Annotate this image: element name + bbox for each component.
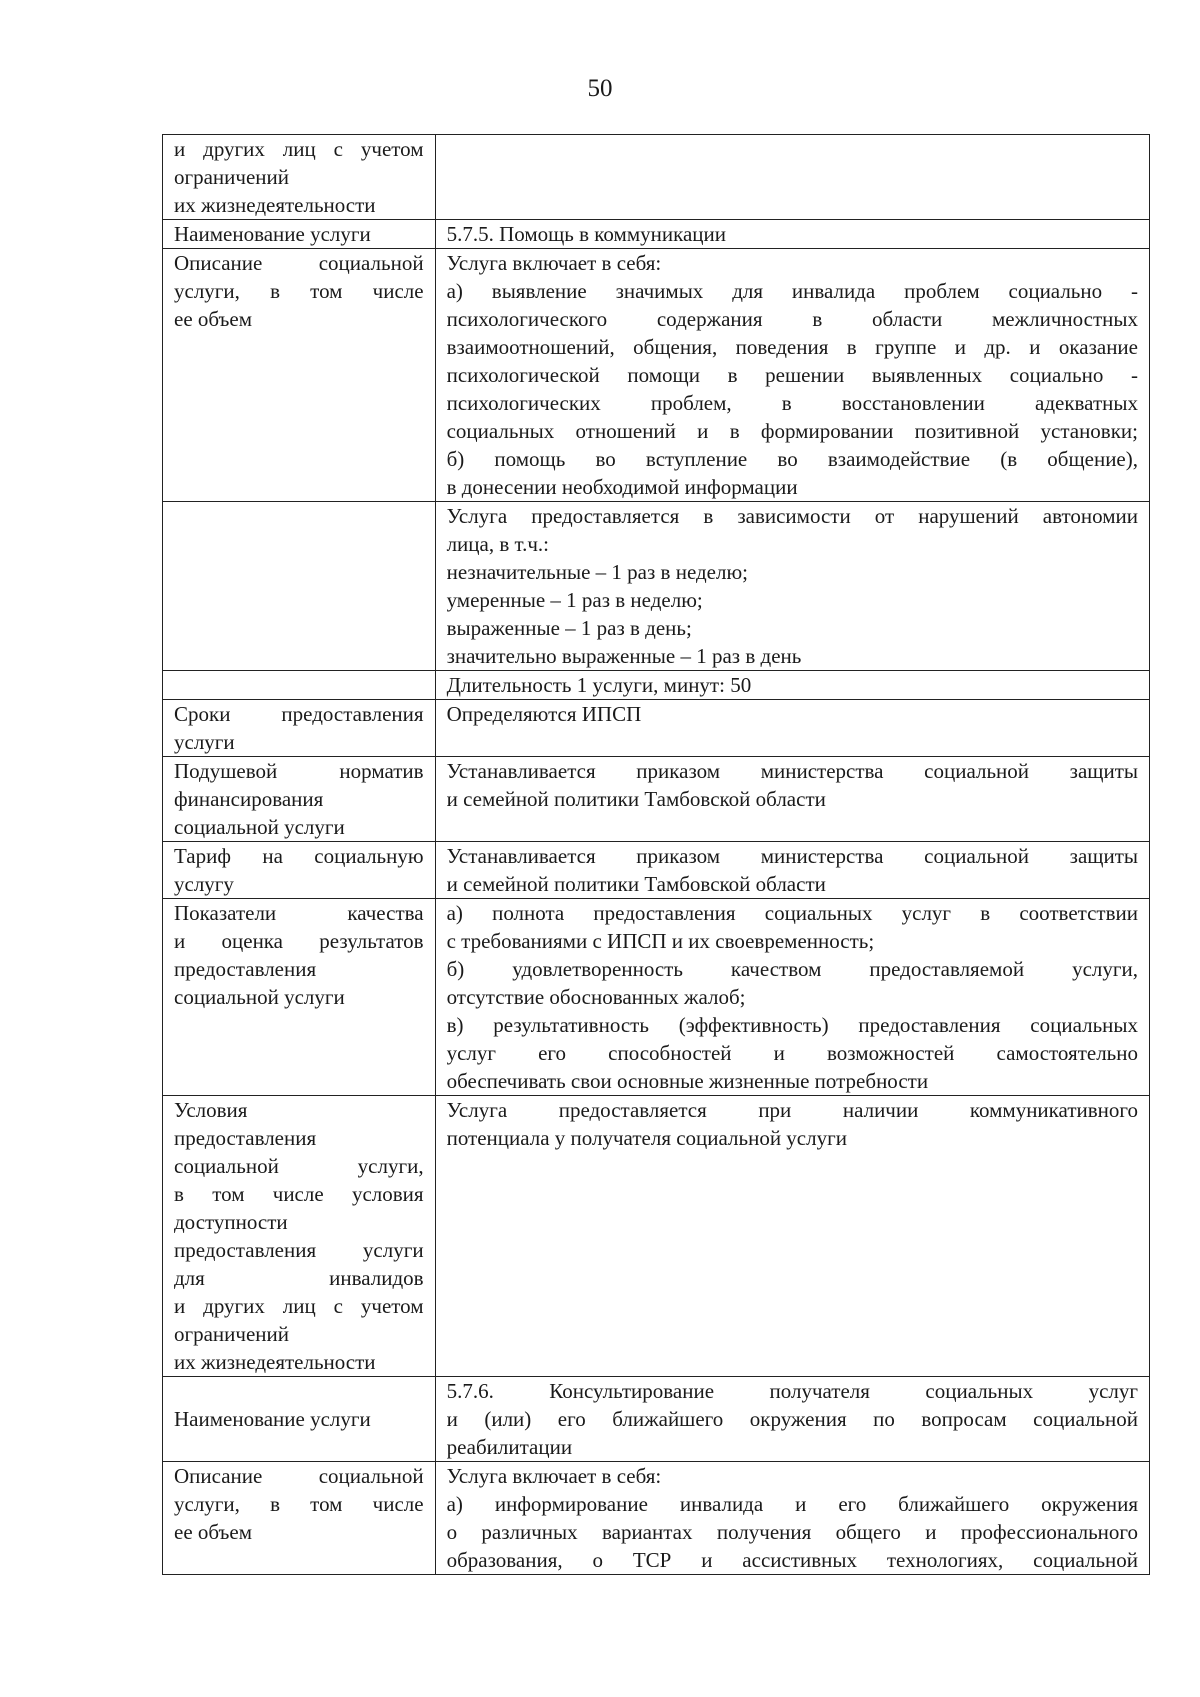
text-line: незначительные – 1 раз в неделю; bbox=[446, 560, 749, 584]
text-line: ограничений bbox=[174, 1322, 290, 1346]
text-line: социальной услуги bbox=[174, 815, 345, 839]
text-line: для инвалидов bbox=[174, 1266, 424, 1290]
text-line: в донесении необходимой информации bbox=[446, 475, 798, 499]
row-value-cell bbox=[435, 220, 1149, 249]
text-line: Услуга предоставляется при наличии коммуникативного bbox=[446, 1098, 1138, 1122]
table-row bbox=[163, 899, 1150, 1096]
text-line: социальной услуги, bbox=[174, 1154, 424, 1178]
table-row bbox=[163, 135, 1150, 220]
service-title: и (или) его ближайшего окружения по вопросам социальной bbox=[446, 1407, 1138, 1431]
text-line: ее объем bbox=[174, 307, 253, 331]
text-line: Описание социальной bbox=[174, 1464, 424, 1488]
text-line: предоставления bbox=[174, 1126, 317, 1150]
row-value-cell bbox=[435, 502, 1149, 671]
row-value-cell bbox=[435, 1462, 1149, 1575]
text-line: и оценка результатов bbox=[174, 929, 424, 953]
text-line: предоставления услуги bbox=[174, 1238, 424, 1262]
row-label-cell bbox=[163, 220, 436, 249]
row-label-cell bbox=[163, 899, 436, 1096]
table-row bbox=[163, 842, 1150, 899]
text-line: отсутствие обоснованных жалоб; bbox=[446, 985, 746, 1009]
page-number: 50 bbox=[587, 75, 613, 102]
text-line: образования, о ТСР и ассистивных технологиях, социальной bbox=[446, 1548, 1138, 1572]
table-row bbox=[163, 1462, 1150, 1575]
text-line: умеренные – 1 раз в неделю; bbox=[446, 588, 703, 612]
table-row bbox=[163, 1096, 1150, 1377]
text-line: доступности bbox=[174, 1210, 288, 1234]
text-line: Сроки предоставления bbox=[174, 702, 424, 726]
text-line: услугу bbox=[174, 872, 234, 896]
text-line: Определяются ИПСП bbox=[446, 702, 642, 726]
text-line: психологических проблем, в восстановлении адекватных bbox=[446, 391, 1138, 415]
row-label-cell bbox=[163, 249, 436, 502]
text-line: б) удовлетворенность качеством предоставляемой услуги, bbox=[446, 957, 1138, 981]
row-value-cell bbox=[435, 1377, 1149, 1462]
text-line: Устанавливается приказом министерства социальной защиты bbox=[446, 759, 1138, 783]
text-line: услуги, в том числе bbox=[174, 1492, 424, 1516]
text-line: значительно выраженные – 1 раз в день bbox=[446, 644, 802, 668]
text-line: а) полнота предоставления социальных услуг в соответствии bbox=[446, 901, 1138, 925]
row-value-cell bbox=[435, 135, 1149, 220]
row-label-cell bbox=[163, 757, 436, 842]
table-row bbox=[163, 757, 1150, 842]
text-line: а) выявление значимых для инвалида проблем социально - bbox=[446, 279, 1138, 303]
text-line: о различных вариантах получения общего и профессионального bbox=[446, 1520, 1138, 1544]
row-value-cell bbox=[435, 899, 1149, 1096]
row-value-cell bbox=[435, 1096, 1149, 1377]
text-line: Описание социальной bbox=[174, 251, 424, 275]
text-line: финансирования bbox=[174, 787, 324, 811]
text-line: обеспечивать свои основные жизненные потребности bbox=[446, 1069, 929, 1093]
table-row bbox=[163, 249, 1150, 502]
text-line: Устанавливается приказом министерства социальной защиты bbox=[446, 844, 1138, 868]
service-title: реабилитации bbox=[446, 1435, 573, 1459]
text-line: и других лиц с учетом bbox=[174, 137, 424, 161]
row-label-cell bbox=[163, 842, 436, 899]
service-title: 5.7.6. Консультирование получателя социальных услуг bbox=[446, 1379, 1138, 1403]
text-line: Подушевой норматив bbox=[174, 759, 424, 783]
text-line: их жизнедеятельности bbox=[174, 1350, 376, 1374]
row-label-cell bbox=[163, 671, 436, 700]
text-line: и семейной политики Тамбовской области bbox=[446, 872, 826, 896]
text-line: предоставления bbox=[174, 957, 317, 981]
text-line: ее объем bbox=[174, 1520, 253, 1544]
text-line: психологической помощи в решении выявленных социально - bbox=[446, 363, 1138, 387]
text-line: услуги bbox=[174, 730, 235, 754]
services-table bbox=[162, 134, 1150, 1575]
row-value-cell bbox=[435, 249, 1149, 502]
table-row bbox=[163, 502, 1150, 671]
table-row bbox=[163, 700, 1150, 757]
text-line: социальных отношений и в формировании позитивной установки; bbox=[446, 419, 1138, 443]
text-line: и семейной политики Тамбовской области bbox=[446, 787, 826, 811]
row-label-cell bbox=[163, 1462, 436, 1575]
text-line: взаимоотношений, общения, поведения в группе и др. и оказание bbox=[446, 335, 1138, 359]
row-value-cell bbox=[435, 700, 1149, 757]
text-line: услуг его способностей и возможностей самостоятельно bbox=[446, 1041, 1138, 1065]
text-line: психологического содержания в области межличностных bbox=[446, 307, 1138, 331]
text-line: ограничений bbox=[174, 165, 290, 189]
row-label-cell bbox=[163, 502, 436, 671]
row-value-cell bbox=[435, 757, 1149, 842]
service-title: 5.7.5. Помощь в коммуникации bbox=[446, 222, 727, 246]
text-line: Наименование услуги bbox=[174, 222, 371, 246]
table-row bbox=[163, 220, 1150, 249]
row-value-cell bbox=[435, 842, 1149, 899]
row-label-cell bbox=[163, 1096, 436, 1377]
text-line: Наименование услуги bbox=[174, 1407, 371, 1431]
text-line: б) помощь во вступление во взаимодействие (в общение), bbox=[446, 447, 1138, 471]
text-line: Условия bbox=[174, 1098, 248, 1122]
row-value-cell bbox=[435, 671, 1149, 700]
text-line: в том числе условия bbox=[174, 1182, 424, 1206]
row-label-cell bbox=[163, 135, 436, 220]
text-line: лица, в т.ч.: bbox=[446, 532, 550, 556]
text-line: их жизнедеятельности bbox=[174, 193, 376, 217]
text-line: Услуга включает в себя: bbox=[446, 251, 662, 275]
text-line: а) информирование инвалида и его ближайшего окружения bbox=[446, 1492, 1138, 1516]
text-line: Услуга предоставляется в зависимости от нарушений автономии bbox=[446, 504, 1138, 528]
row-label-cell bbox=[163, 700, 436, 757]
row-label-cell bbox=[163, 1377, 436, 1462]
text-line: в) результативность (эффективность) предоставления социальных bbox=[446, 1013, 1138, 1037]
table-row bbox=[163, 671, 1150, 700]
text-line: Показатели качества bbox=[174, 901, 424, 925]
text-line: и других лиц с учетом bbox=[174, 1294, 424, 1318]
text-line: Длительность 1 услуги, минут: 50 bbox=[446, 673, 752, 697]
text-line: с требованиями с ИПСП и их своевременность; bbox=[446, 929, 875, 953]
text-line: услуги, в том числе bbox=[174, 279, 424, 303]
text-line: социальной услуги bbox=[174, 985, 345, 1009]
text-line: потенциала у получателя социальной услуги bbox=[446, 1126, 847, 1150]
text-line: Тариф на социальную bbox=[174, 844, 424, 868]
text-line: Услуга включает в себя: bbox=[446, 1464, 662, 1488]
table-row bbox=[163, 1377, 1150, 1462]
text-line: выраженные – 1 раз в день; bbox=[446, 616, 692, 640]
